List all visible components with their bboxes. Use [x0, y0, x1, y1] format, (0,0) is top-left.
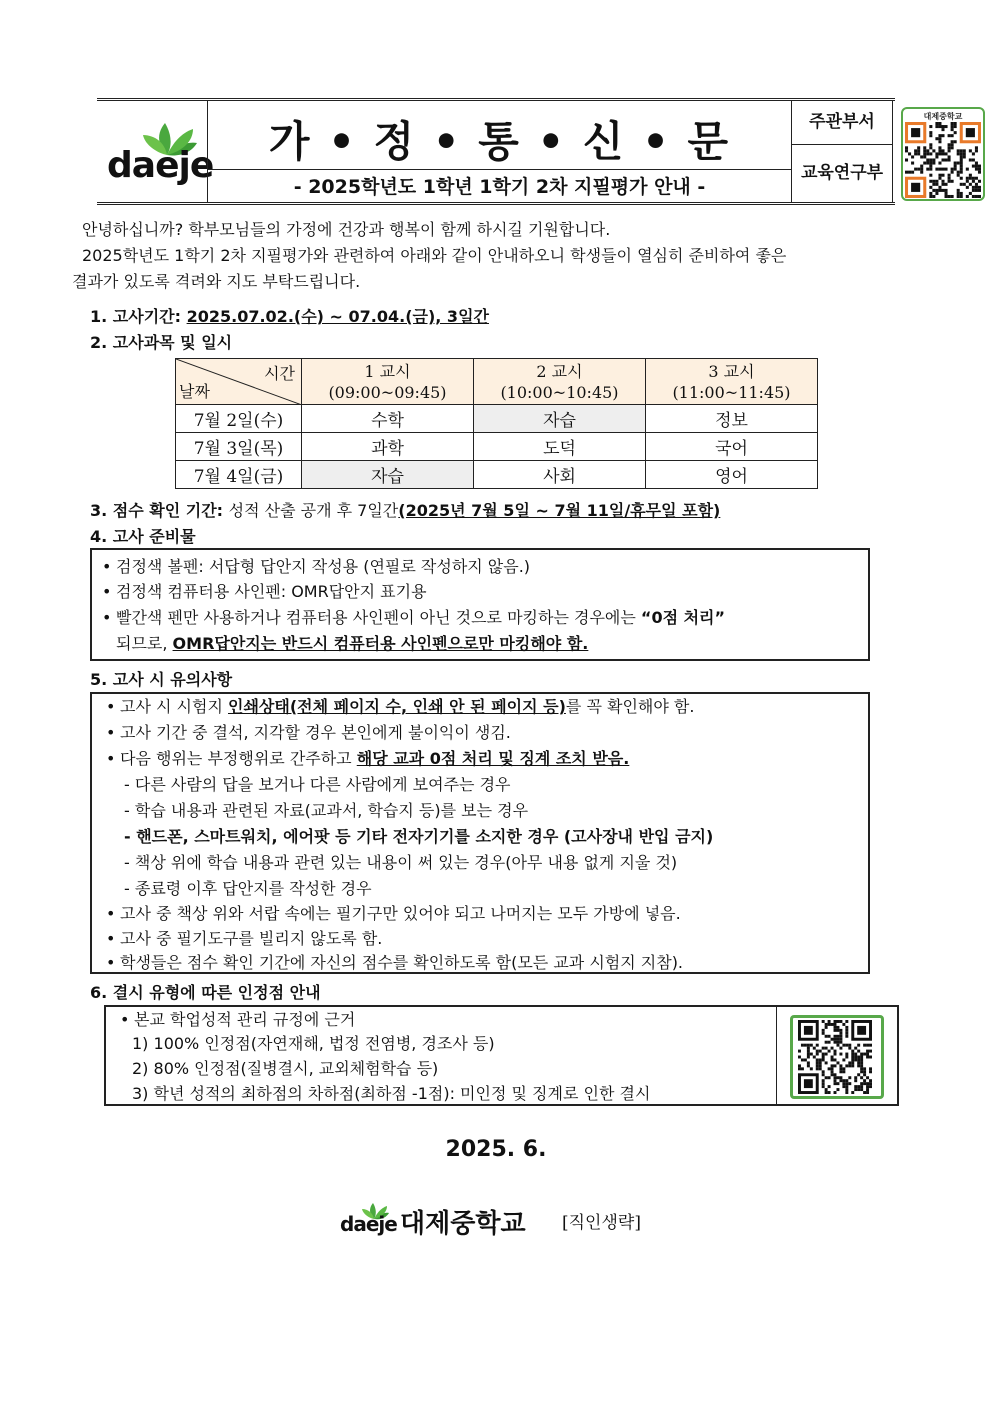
period-name: 3 교시: [708, 361, 755, 381]
list-item: • 고사 중 필기도구를 빌리지 않도록 함.: [106, 929, 383, 948]
supply-text: 빨간색 펜만 사용하거나 컴퓨터용 사인펜이 아닌 것으로 마킹하는 경우에는: [116, 608, 641, 627]
period-time: (11:00~11:45): [672, 382, 791, 402]
section-exam-period: [90, 304, 489, 327]
qr-frame: [901, 107, 985, 201]
period-name: 2 교시: [536, 361, 583, 381]
omr-warning: OMR답안지는 반드시 컴퓨터용 사인펜으로만 마킹해야 함.: [172, 634, 589, 653]
rule-emphasis: 인쇄상태(전체 페이지 수, 인쇄 안 된 페이지 등): [228, 697, 566, 716]
section-5-label: 5. 고사 시 유의사항: [90, 670, 233, 689]
intro-line-2: 2025학년도 1학기 2차 지필평가와 관련하여 아래와 같이 안내하오니 학생들이 열심히 준비하여 좋은: [82, 246, 787, 265]
rule-text: 고사 중 필기도구를 빌리지 않도록 함.: [120, 929, 383, 948]
date-cell: 7월 3일(목): [176, 433, 302, 461]
dept-label: 주관부서: [792, 101, 892, 145]
score-check-range: (2025년 7월 5일 ~ 7월 11일/휴무일 포함): [398, 501, 721, 520]
section-4-label: 4. 고사 준비물: [90, 527, 196, 546]
subject-cell: 자습: [474, 405, 646, 433]
rule-text: 고사 중 책상 위와 서랍 속에는 필기구만 있어야 되고 나머지는 모두 가방에 넣음.: [120, 904, 681, 923]
list-item: 3) 학년 성적의 최하점의 차하점(최하점 -1점): 미인정 및 징계로 인한 결시: [132, 1084, 651, 1103]
period-time: (09:00~09:45): [328, 382, 447, 402]
title-block: [207, 101, 792, 202]
divider: [776, 1007, 777, 1104]
list-item: • 고사 기간 중 결석, 지각할 경우 본인에게 불이익이 생김.: [106, 723, 511, 742]
table-row: [176, 405, 818, 433]
absence-info-box: [104, 1005, 899, 1106]
rule-text: 를 꼭 확인해야 함.: [565, 697, 695, 716]
supplies-box: [90, 548, 870, 661]
exam-rules-box: [90, 692, 870, 974]
rule-text: 고사 기간 중 결석, 지각할 경우 본인에게 불이익이 생김.: [120, 723, 511, 742]
rule-text: 다음 행위는 부정행위로 간주하고: [120, 749, 357, 768]
rule-text: 학생들은 점수 확인 기간에 자신의 점수를 확인하도록 함(모든 교과 시험지 지참).: [120, 953, 684, 972]
date-cell: 7월 2일(수): [176, 405, 302, 433]
supply-text: 검정색 볼펜: 서답형 답안지 작성용 (연필로 작성하지 않음.): [116, 557, 531, 576]
period-header: [302, 359, 474, 405]
subject-cell: 영어: [646, 461, 818, 489]
list-item: - 학습 내용과 관련된 자료(교과서, 학습지 등)를 보는 경우: [124, 801, 529, 820]
period-time: (10:00~10:45): [500, 382, 619, 402]
school-logo: [97, 101, 214, 202]
list-item: - 핸드폰, 스마트워치, 에어팟 등 기타 전자기기를 소지한 경우 (고사장내 반입 금지): [124, 827, 714, 846]
footer-logo-wordmark: daeje: [340, 1212, 397, 1236]
subject-cell: 수학: [302, 405, 474, 433]
list-item: [116, 632, 588, 656]
list-item: - 종료령 이후 답안지를 작성한 경우: [124, 879, 372, 898]
page-title: 가 • 정 • 통 • 신 • 문: [268, 117, 731, 166]
period-header: [474, 359, 646, 405]
exam-period-value: 2025.07.02.(수) ~ 07.04.(금), 3일간: [186, 307, 489, 326]
date-cell: 7월 4일(금): [176, 461, 302, 489]
subject-cell: 정보: [646, 405, 818, 433]
section-6-label: 6. 결시 유형에 따른 인정점 안내: [90, 983, 321, 1002]
corner-date-label: 날짜: [179, 382, 210, 401]
list-item: • 검정색 볼펜: 서답형 답안지 작성용 (연필로 작성하지 않음.): [102, 557, 531, 576]
period-name: 1 교시: [364, 361, 411, 381]
supply-text: 되므로,: [116, 634, 173, 653]
qr-code-icon[interactable]: [798, 1020, 876, 1094]
list-item: • 빨간색 펜만 사용하거나 컴퓨터용 사인펜이 아닌 것으로 마킹하는 경우에는 “0점 처리”: [102, 608, 726, 627]
score-check-text: 성적 산출 공개 후 7일간: [228, 501, 399, 520]
dept-name: 교육연구부: [800, 163, 884, 183]
list-item: • 학생들은 점수 확인 기간에 자신의 점수를 확인하도록 함(모든 교과 시험지 지참).: [106, 953, 684, 972]
period-header: [646, 359, 818, 405]
supply-text: 검정색 컴퓨터용 사인펜: OMR답안지 표기용: [116, 582, 427, 601]
corner-time-label: 시간: [264, 364, 295, 383]
table-row: [176, 433, 818, 461]
letter-header: [97, 98, 963, 205]
list-item: - 책상 위에 학습 내용과 관련 있는 내용이 써 있는 경우(아무 내용 없게 지울 것): [124, 853, 678, 872]
list-item: • 검정색 컴퓨터용 사인펜: OMR답안지 표기용: [102, 582, 427, 601]
seal-note: [직인생략]: [562, 1213, 641, 1233]
subject-cell: 사회: [474, 461, 646, 489]
qr-frame: [790, 1015, 884, 1099]
list-item: 2) 80% 인정점(질병결시, 교외체험학습 등): [132, 1059, 439, 1078]
page-subtitle: - 2025학년도 1학년 1학기 2차 지필평가 안내 -: [208, 169, 791, 205]
header-qr-block: [892, 101, 992, 202]
rule-text: 고사 시 시험지: [120, 697, 228, 716]
subject-cell: 과학: [302, 433, 474, 461]
section-2-label: 2. 고사과목 및 일시: [90, 333, 233, 352]
list-item: - 다른 사람의 답을 보거나 다른 사람에게 보여주는 경우: [124, 775, 511, 794]
exam-schedule-table: [175, 358, 818, 489]
department-block: [792, 101, 892, 202]
issue-date: 2025. 6.: [445, 1137, 547, 1162]
list-item: 1) 100% 인정점(자연재해, 법정 전염병, 경조사 등): [132, 1034, 495, 1053]
intro-line-3: 결과가 있도록 격려와 지도 부탁드립니다.: [72, 272, 361, 291]
qr-code-icon[interactable]: [905, 122, 981, 198]
absence-head-text: 본교 학업성적 관리 규정에 근거: [134, 1010, 356, 1029]
list-item: • 본교 학업성적 관리 규정에 근거: [120, 1010, 356, 1029]
list-item: • 고사 중 책상 위와 서랍 속에는 필기구만 있어야 되고 나머지는 모두 가방에 넣음.: [106, 904, 681, 923]
table-corner-cell: [176, 359, 302, 405]
logo-wordmark: daeje: [107, 145, 214, 186]
qr-brand-label: 대제중학교: [923, 112, 963, 121]
table-row: [176, 461, 818, 489]
section-3-label: 3. 점수 확인 기간:: [90, 501, 224, 520]
subject-cell: 도덕: [474, 433, 646, 461]
rule-emphasis: 해당 교과 0점 처리 및 징계 조치 받음.: [356, 749, 630, 768]
zero-point-warning: “0점 처리”: [640, 608, 726, 627]
intro-line-1: 안녕하십니까? 학부모님들의 가정에 건강과 행복이 함께 하시길 기원합니다.: [82, 220, 611, 239]
list-item: • 다음 행위는 부정행위로 간주하고 해당 교과 0점 처리 및 징계 조치 받음.: [106, 749, 630, 768]
subject-cell: 자습: [302, 461, 474, 489]
school-name: 대제중학교: [400, 1209, 526, 1239]
section-1-label: 1. 고사기간:: [90, 307, 182, 326]
list-item: • 고사 시 시험지 인쇄상태(전체 페이지 수, 인쇄 안 된 페이지 등)를 꼭 확인해야 함.: [106, 697, 695, 716]
section-score-check: [90, 498, 720, 521]
subject-cell: 국어: [646, 433, 818, 461]
